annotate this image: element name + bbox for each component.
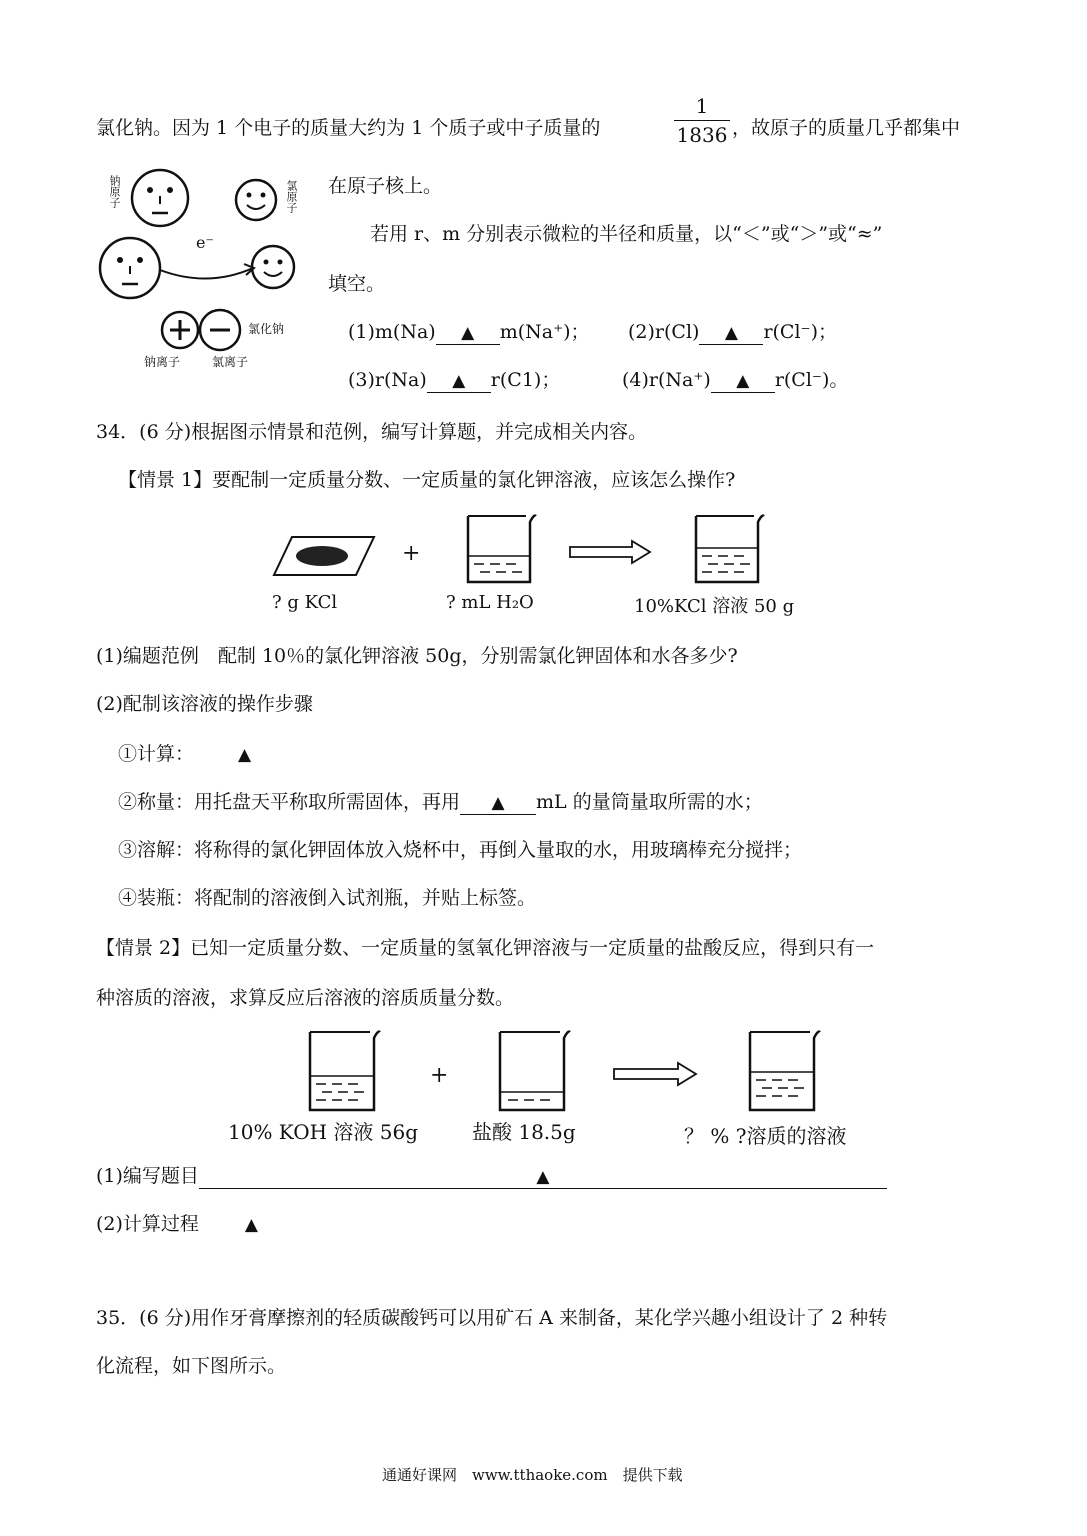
right-arrow-icon [568, 540, 652, 564]
answer-line[interactable] [199, 1165, 887, 1189]
q34-scene2-line2: 种溶质的溶液，求算反应后溶液的溶质质量分数。 [96, 987, 515, 1009]
caption-kcl-solution: 10%KCl 溶液 50 g [634, 596, 795, 617]
q34-write-question: (1)编写题目 ▲ [96, 1162, 887, 1190]
fraction-1-over-1836 [674, 94, 730, 147]
caption-product-solution: ？ % ?溶质的溶液 [684, 1124, 847, 1148]
triangle-mark-icon: ▲ [238, 745, 252, 765]
water-beaker-icon [462, 512, 536, 584]
intro-line-3: 若用 r、m 分别表示微粒的半径和质量，以“＜”或“＞”或“≈” [370, 223, 883, 245]
na-ion-circle [160, 310, 200, 350]
q34-steps-title: (2)配制该溶液的操作步骤 [96, 693, 313, 715]
scene1-plus: + [402, 541, 421, 566]
q33-item-1: (1)m(Na) ▲ m(Na⁺)； [348, 321, 590, 343]
page-footer: 通通好课网 www.tthaoke.com 提供下载 [382, 1466, 683, 1484]
kcl-solution-beaker-icon [690, 512, 764, 584]
intro-line-1: 氯化钠。因为 1 个电子的质量大约为 1 个质子或中子质量的 [96, 117, 601, 139]
caption-koh-solution: 10% KOH 溶液 56g [228, 1120, 419, 1144]
intro-line-2: 在原子核上。 [328, 175, 443, 197]
fraction-bar [674, 120, 730, 121]
fraction-numerator: 1 [695, 94, 709, 118]
scene2-plus: + [430, 1063, 449, 1088]
answer-blank[interactable] [460, 791, 536, 815]
na-atom-label: 钠原子 [108, 175, 121, 208]
q34-step3: ③溶解：将称得的氯化钾固体放入烧杯中，再倒入量取的水，用玻璃棒充分搅拌； [118, 839, 803, 861]
q34-step2: ②称量：用托盘天平称取所需固体，再用 ▲ mL 的量筒量取所需的水； [118, 791, 763, 813]
caption-hydrochloric-acid: 盐酸 18.5g [472, 1120, 576, 1144]
na-atom-face [130, 168, 190, 228]
caption-kcl: ? g KCl [272, 592, 338, 613]
product-beaker-icon [744, 1028, 820, 1112]
q35-line1: 35．(6 分)用作牙膏摩擦剂的轻质碳酸钙可以用矿石 A 来制备，某化学兴趣小组设计了 2 种转 [96, 1307, 888, 1329]
q34-scene1: 【情景 1】要配制一定质量分数、一定质量的氯化钾溶液，应该怎么操作? [118, 469, 736, 491]
right-arrow-icon [612, 1062, 698, 1086]
kcl-solid-on-paper-icon [272, 535, 376, 579]
fraction-denominator: 1836 [676, 123, 728, 147]
electron-transfer-arrow [158, 248, 258, 288]
cl-atom-face [234, 178, 278, 222]
q34-heading: 34．(6 分)根据图示情景和范例，编写计算题，并完成相关内容。 [96, 421, 648, 443]
na-ion-label: 钠离子 [144, 355, 181, 369]
triangle-mark-icon: ▲ [452, 371, 466, 391]
answer-blank[interactable] [427, 369, 491, 393]
caption-water: ? mL H₂O [446, 592, 534, 613]
koh-beaker-icon [304, 1028, 380, 1112]
hcl-beaker-icon [494, 1028, 570, 1112]
na-atom-big-face [98, 236, 162, 300]
q34-step1: ①计算： ▲ [118, 743, 252, 765]
electron-label: e⁻ [196, 233, 214, 252]
intro-line-4: 填空。 [328, 273, 386, 295]
q34-calc: (2)计算过程 ▲ [96, 1213, 258, 1235]
triangle-mark-icon: ▲ [244, 1215, 258, 1235]
q33-item-2: (2)r(Cl) ▲ r(Cl⁻)； [628, 321, 837, 343]
triangle-mark-icon: ▲ [724, 323, 738, 343]
q34-scene2-line1: 【情景 2】已知一定质量分数、一定质量的氢氧化钾溶液与一定质量的盐酸反应，得到只有一 [96, 937, 875, 959]
answer-blank[interactable] [436, 321, 500, 345]
triangle-mark-icon: ▲ [536, 1167, 550, 1187]
intro-line-1-end: ，故原子的质量几乎都集中 [732, 117, 961, 139]
triangle-mark-icon: ▲ [736, 371, 750, 391]
q34-step4: ④装瓶：将配制的溶液倒入试剂瓶，并贴上标签。 [118, 887, 537, 909]
cl-atom-label: 氯原子 [285, 180, 298, 213]
q33-item-3: (3)r(Na) ▲ r(C1)； [348, 369, 561, 391]
q35-line2: 化流程，如下图所示。 [96, 1355, 287, 1377]
triangle-mark-icon: ▲ [491, 793, 505, 813]
q33-item-4: (4)r(Na⁺) ▲ r(Cl⁻)。 [622, 369, 849, 391]
cl-ion-face [250, 244, 296, 290]
cl-ion-label: 氯离子 [212, 355, 249, 369]
answer-blank[interactable] [699, 321, 763, 345]
triangle-mark-icon: ▲ [461, 323, 475, 343]
cl-ion-circle [198, 308, 242, 352]
q34-example: (1)编题范例 配制 10％的氯化钾溶液 50g，分别需氯化钾固体和水各多少? [96, 645, 738, 667]
answer-blank[interactable] [711, 369, 775, 393]
nacl-label: 氯化钠 [248, 322, 285, 336]
